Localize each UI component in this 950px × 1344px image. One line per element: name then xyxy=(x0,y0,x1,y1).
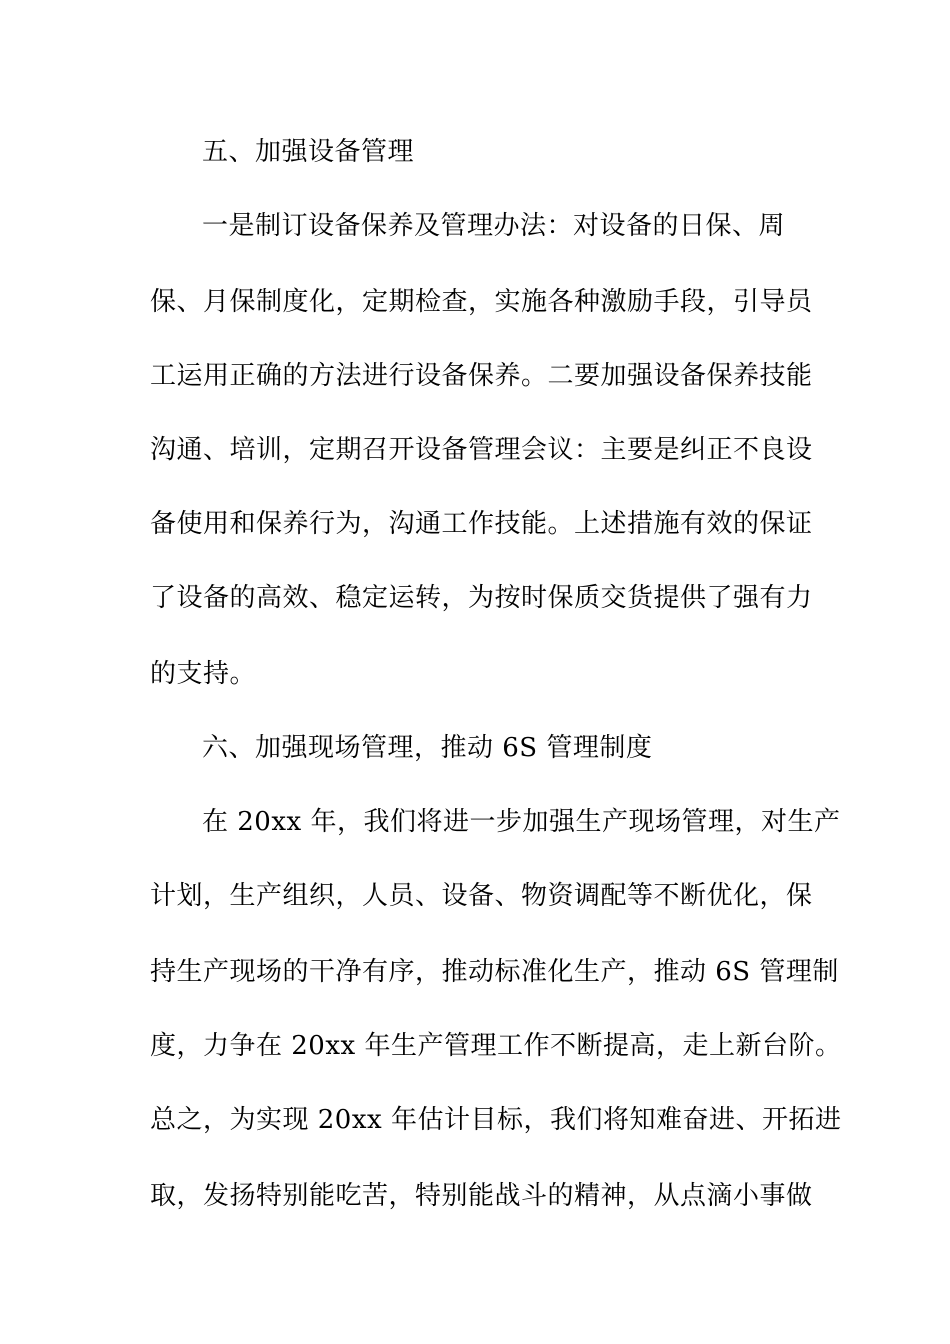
paragraph-line: 了设备的高效、稳定运转，为按时保质交货提供了强有力 xyxy=(150,583,813,613)
paragraph-line: 度，力争在 20xx 年生产管理工作不断提高，走上新台阶。 xyxy=(150,1031,842,1061)
section-heading-site: 六、加强现场管理，推动 6S 管理制度 xyxy=(202,733,653,763)
paragraph-line: 在 20xx 年，我们将进一步加强生产现场管理，对生产 xyxy=(202,807,841,837)
paragraph-line: 的支持。 xyxy=(150,659,257,689)
paragraph-line: 总之，为实现 20xx 年估计目标，我们将知难奋进、开拓进 xyxy=(150,1105,842,1135)
paragraph-line: 一是制订设备保养及管理办法：对设备的日保、周 xyxy=(202,211,786,241)
paragraph-line: 备使用和保养行为，沟通工作技能。上述措施有效的保证 xyxy=(150,509,813,539)
paragraph-line: 工运用正确的方法进行设备保养。二要加强设备保养技能 xyxy=(150,361,813,391)
paragraph-line: 取，发扬特别能吃苦，特别能战斗的精神，从点滴小事做 xyxy=(150,1181,813,1211)
paragraph-line: 保、月保制度化，定期检查，实施各种激励手段，引导员 xyxy=(150,287,813,317)
paragraph-line: 持生产现场的干净有序，推动标准化生产，推动 6S 管理制 xyxy=(150,957,839,987)
paragraph-line: 计划，生产组织，人员、设备、物资调配等不断优化，保 xyxy=(150,881,813,911)
paragraph-line: 沟通、培训，定期召开设备管理会议：主要是纠正不良设 xyxy=(150,435,813,465)
section-heading-equipment: 五、加强设备管理 xyxy=(202,137,415,167)
